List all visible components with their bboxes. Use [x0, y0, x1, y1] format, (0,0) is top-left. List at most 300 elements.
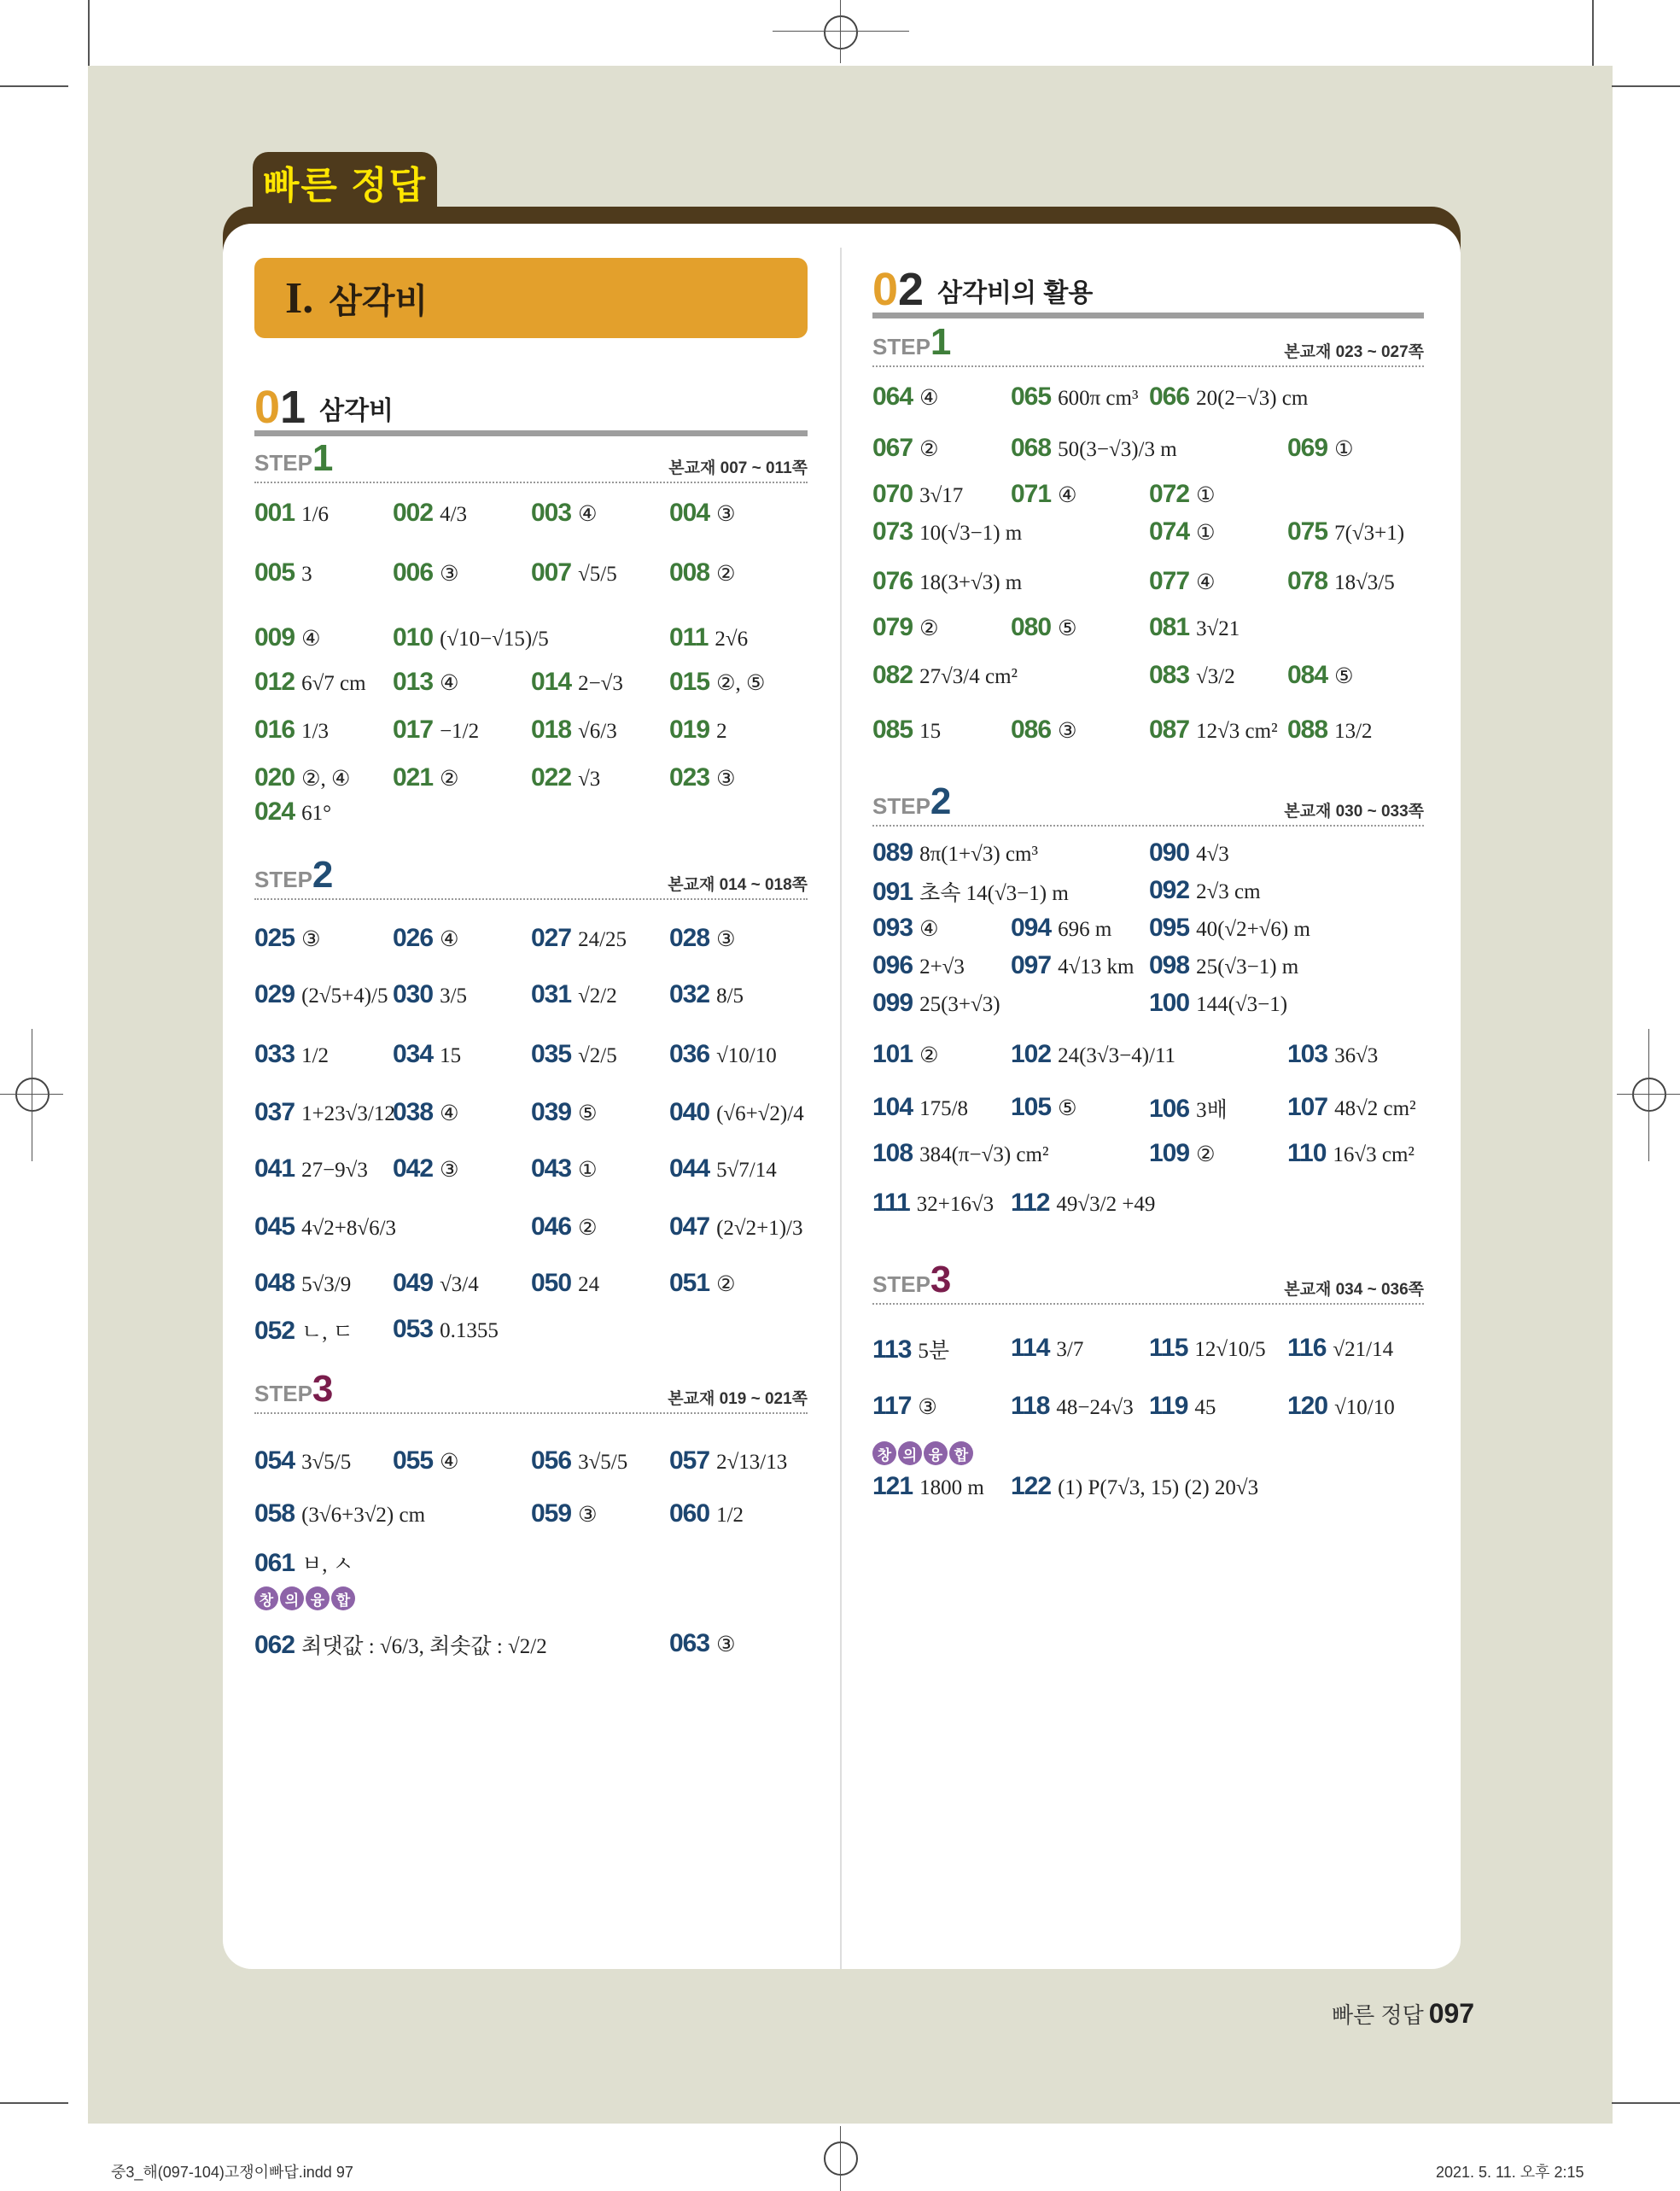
answer-number: 051: [669, 1269, 710, 1297]
answer-item: [872, 1472, 984, 1501]
answer-value: 4√3: [1196, 843, 1229, 866]
answer-item: [531, 499, 597, 528]
answer-item: [1149, 383, 1308, 412]
answer-item: [872, 1334, 949, 1364]
crop-mark: [840, 0, 841, 63]
answer-value: 4/3: [440, 503, 468, 526]
answer-value: ②, ⑤: [716, 672, 766, 695]
answer-value: ③: [578, 1504, 598, 1527]
answer-value: ①: [1334, 438, 1354, 461]
answer-value: 3배: [1196, 1099, 1228, 1122]
answer-item: [531, 1269, 599, 1298]
answer-value: 초속 14(√3−1) m: [919, 882, 1069, 905]
answer-value: 2: [716, 720, 727, 743]
header-tab: 빠른 정답: [253, 152, 437, 212]
answer-item: [254, 798, 331, 827]
print-slug-left: 중3_해(097-104)고쟁이빠답.indd 97: [111, 2164, 353, 2181]
answer-item: [1287, 1334, 1393, 1363]
answer-value: −1/2: [440, 720, 480, 743]
answer-item: [669, 1446, 787, 1475]
answer-number: 064: [872, 383, 913, 411]
answer-value: 5√7/14: [716, 1159, 777, 1182]
answer-item: [531, 716, 617, 745]
answer-number: 041: [254, 1154, 295, 1183]
answer-value: ④: [440, 672, 459, 695]
answer-number: 089: [872, 838, 913, 867]
answer-item: [1149, 567, 1215, 596]
answer-item: [393, 558, 458, 587]
answer-number: 071: [1011, 480, 1052, 508]
answer-value: 3√5/5: [301, 1451, 352, 1474]
answer-value: 2√3 cm: [1196, 880, 1261, 903]
answer-item: [254, 558, 312, 587]
answer-number: 102: [1011, 1040, 1052, 1068]
chapter-title: 삼각비: [329, 282, 429, 320]
chapter-banner: [254, 258, 808, 338]
answer-value: ②: [919, 1044, 939, 1067]
answer-number: 090: [1149, 838, 1190, 867]
answer-number: 010: [393, 623, 434, 651]
answer-number: 052: [254, 1317, 295, 1345]
answer-item: [254, 1212, 396, 1242]
answer-number: 099: [872, 989, 913, 1017]
answer-item: [531, 1446, 627, 1475]
answer-value: ④: [1058, 484, 1077, 507]
answer-value: ①: [1196, 522, 1216, 545]
answer-number: 020: [254, 763, 295, 792]
answer-number: 019: [669, 716, 710, 744]
answer-number: 024: [254, 798, 295, 826]
answer-item: [872, 661, 1018, 690]
answer-number: 115: [1149, 1334, 1188, 1362]
answer-number: 075: [1287, 517, 1328, 546]
answer-item: [393, 924, 458, 953]
answer-item: [1011, 1093, 1076, 1122]
answer-number: 035: [531, 1040, 572, 1068]
answer-number: 076: [872, 567, 913, 595]
answer-item: [531, 1040, 617, 1069]
answer-item: [669, 763, 735, 792]
answer-number: 079: [872, 613, 913, 641]
answer-number: 061: [254, 1549, 295, 1577]
answer-item: [872, 1189, 994, 1218]
answer-value: 24/25: [578, 928, 627, 951]
answer-value: 18√3/5: [1334, 571, 1395, 594]
answer-value: 45: [1194, 1396, 1216, 1419]
answer-number: 023: [669, 763, 710, 792]
answer-value: ⑤: [1058, 617, 1077, 640]
answer-item: [254, 1154, 368, 1183]
answer-number: 046: [531, 1212, 572, 1241]
answer-number: 007: [531, 558, 572, 587]
answer-item: [1287, 1139, 1415, 1168]
answer-item: [393, 1446, 458, 1475]
answer-item: [1287, 716, 1373, 745]
section-title: 삼각비: [319, 397, 394, 425]
answer-item: [872, 716, 941, 745]
answer-number: 077: [1149, 567, 1190, 595]
step-number: 3: [930, 1259, 952, 1300]
answer-number: 066: [1149, 383, 1190, 411]
answer-value: 8π(1+√3) cm³: [919, 843, 1038, 866]
answer-item: [393, 668, 458, 697]
answer-item: [872, 1040, 938, 1069]
answer-item: [254, 1098, 395, 1127]
crop-mark: [1592, 0, 1594, 66]
answer-number: 097: [1011, 951, 1052, 979]
answer-value: 18(3+√3) m: [919, 571, 1023, 594]
answer-number: 101: [872, 1040, 913, 1068]
answer-item: [1287, 567, 1395, 596]
answer-number: 082: [872, 661, 913, 689]
answer-number: 038: [393, 1098, 434, 1126]
answer-number: 080: [1011, 613, 1052, 641]
answer-number: 004: [669, 499, 710, 527]
answer-value: (2√2+1)/3: [716, 1217, 803, 1240]
answer-value: ㅂ, ㅅ: [301, 1553, 353, 1576]
answer-value: ③: [301, 928, 321, 951]
crop-mark: [1648, 1029, 1649, 1161]
answer-item: [1149, 480, 1215, 509]
answer-value: 15: [919, 720, 942, 743]
answer-item: [872, 567, 1022, 596]
section-number-lead: 0: [872, 264, 899, 315]
answer-value: 175/8: [919, 1097, 969, 1120]
answer-item: [872, 876, 1069, 907]
answer-number: 003: [531, 499, 572, 527]
answer-value: 2√6: [715, 628, 749, 651]
answer-number: 074: [1149, 517, 1190, 546]
answer-value: ③: [716, 1633, 736, 1656]
print-slug-right: 2021. 5. 11. 오후 2:15: [1436, 2164, 1584, 2181]
answer-value: 0.1355: [440, 1319, 499, 1342]
answer-item: [669, 1098, 804, 1127]
answer-number: 057: [669, 1446, 710, 1475]
answer-number: 034: [393, 1040, 434, 1068]
answer-item: [254, 1499, 425, 1528]
answer-number: 018: [531, 716, 572, 744]
answer-number: 122: [1011, 1472, 1052, 1500]
step-label: STEP: [872, 1271, 930, 1297]
answer-value: (√6+√2)/4: [716, 1102, 804, 1125]
answer-value: ②: [1196, 1143, 1216, 1166]
answer-number: 092: [1149, 876, 1190, 904]
answer-number: 009: [254, 623, 295, 651]
answer-item: [254, 1446, 351, 1475]
answer-value: 20(2−√3) cm: [1196, 387, 1309, 410]
answer-value: 3√5/5: [578, 1451, 628, 1474]
answer-value: 61°: [301, 802, 332, 825]
answer-value: 3/7: [1056, 1338, 1084, 1361]
crop-mark: [773, 31, 909, 32]
answer-value: 1800 m: [919, 1476, 984, 1499]
answer-value: ③: [716, 928, 736, 951]
answer-number: 045: [254, 1212, 295, 1241]
answer-value: √21/14: [1333, 1338, 1394, 1361]
answer-value: 24: [578, 1273, 600, 1296]
answer-item: [254, 924, 320, 953]
answer-item: [872, 951, 965, 980]
answer-value: 4√13 km: [1058, 955, 1135, 979]
answer-value: √2/2: [578, 984, 617, 1008]
answer-value: ②: [578, 1217, 598, 1240]
answer-number: 015: [669, 668, 710, 696]
answer-number: 104: [872, 1093, 913, 1121]
crop-mark: [0, 2102, 68, 2104]
answer-value: 36√3: [1334, 1044, 1379, 1067]
answer-item: [1149, 1392, 1216, 1421]
answer-item: [1149, 876, 1261, 905]
answer-item: [669, 668, 765, 697]
answer-item: [669, 980, 744, 1009]
answer-value: 2+√3: [919, 955, 965, 979]
answer-item: [1011, 1472, 1258, 1501]
answer-item: [669, 716, 727, 745]
crop-mark: [1612, 2102, 1680, 2104]
answer-value: 144(√3−1): [1196, 993, 1288, 1016]
answer-value: ④: [1196, 571, 1216, 594]
badge-char: 의: [898, 1441, 922, 1465]
answer-value: 24(3√3−4)/11: [1058, 1044, 1176, 1067]
step-number: 2: [312, 854, 334, 896]
crop-mark: [840, 2126, 841, 2191]
answer-value: 40(√2+√6) m: [1196, 918, 1310, 941]
answer-value: 3/5: [440, 984, 468, 1008]
answer-item: [669, 499, 735, 528]
answer-item: [254, 716, 329, 745]
answer-number: 017: [393, 716, 434, 744]
answer-number: 072: [1149, 480, 1190, 508]
answer-number: 031: [531, 980, 572, 1008]
answer-number: 086: [1011, 716, 1052, 744]
answer-item: [872, 1139, 1048, 1168]
answer-number: 050: [531, 1269, 572, 1297]
answer-number: 084: [1287, 661, 1328, 689]
answer-value: 5√3/9: [301, 1273, 352, 1296]
answer-value: ⑤: [578, 1102, 598, 1125]
answer-value: ②: [716, 1273, 736, 1296]
answer-number: 083: [1149, 661, 1190, 689]
answer-value: 50(3−√3)/3 m: [1058, 438, 1177, 461]
answer-item: [872, 989, 1000, 1018]
answer-item: [1287, 661, 1353, 690]
footer-label: 빠른 정답: [1332, 2002, 1424, 2028]
answer-value: ③: [440, 1159, 459, 1182]
answer-number: 110: [1287, 1139, 1327, 1167]
answer-item: [1149, 517, 1215, 546]
answer-item: [1149, 1093, 1228, 1124]
answer-number: 011: [669, 623, 709, 651]
answer-value: 696 m: [1058, 918, 1112, 941]
answer-value: ②: [440, 768, 459, 791]
answer-number: 048: [254, 1269, 295, 1297]
answer-number: 043: [531, 1154, 572, 1183]
answer-number: 028: [669, 924, 710, 952]
answer-item: [531, 1098, 597, 1127]
answer-number: 063: [669, 1629, 710, 1657]
answer-item: [669, 1212, 802, 1242]
answer-number: 081: [1149, 613, 1190, 641]
answer-item: [1011, 434, 1177, 463]
answer-value: 6√7 cm: [301, 672, 366, 695]
answer-item: [1011, 1040, 1175, 1069]
answer-item: [393, 1315, 499, 1344]
answer-number: 098: [1149, 951, 1190, 979]
answer-number: 068: [1011, 434, 1052, 462]
step-reference: 본교재 023 ~ 027쪽: [1284, 343, 1424, 361]
answer-value: 8/5: [716, 984, 744, 1008]
answer-item: [393, 623, 549, 652]
answer-number: 094: [1011, 914, 1052, 942]
answer-number: 114: [1011, 1334, 1050, 1362]
answer-number: 121: [872, 1472, 913, 1500]
answer-value: 25(√3−1) m: [1196, 955, 1299, 979]
answer-number: 021: [393, 763, 434, 792]
answer-number: 106: [1149, 1095, 1190, 1123]
badge-char: 융: [306, 1586, 330, 1610]
answer-number: 054: [254, 1446, 295, 1475]
step-reference: 본교재 014 ~ 018쪽: [668, 876, 808, 894]
answer-value: 13/2: [1334, 720, 1373, 743]
badge-char: 창: [872, 1441, 896, 1465]
answer-number: 103: [1287, 1040, 1328, 1068]
answer-value: 16√3 cm²: [1333, 1143, 1415, 1166]
answer-value: 384(π−√3) cm²: [919, 1143, 1049, 1166]
answer-item: [872, 383, 938, 412]
answer-number: 016: [254, 716, 295, 744]
section-number-lead: 0: [254, 382, 281, 433]
answer-number: 095: [1149, 914, 1190, 942]
answer-value: (√10−√15)/5: [440, 628, 549, 651]
answer-value: 12√10/5: [1194, 1338, 1266, 1361]
step-label: STEP: [872, 793, 930, 819]
answer-item: [531, 1154, 597, 1183]
answer-number: 039: [531, 1098, 572, 1126]
answer-number: 119: [1149, 1392, 1188, 1420]
step-label: STEP: [254, 1381, 312, 1406]
answer-number: 108: [872, 1139, 913, 1167]
section-number: 1: [280, 382, 306, 433]
answer-number: 029: [254, 980, 295, 1008]
page-number: 097: [1428, 1998, 1475, 2029]
answer-item: [1149, 951, 1298, 980]
section-heading-1: [254, 376, 808, 436]
answer-number: 030: [393, 980, 434, 1008]
answer-item: [669, 1154, 777, 1183]
answer-value: 3√17: [919, 484, 964, 507]
column-divider: [840, 248, 842, 1969]
answer-value: ①: [1196, 484, 1216, 507]
answer-number: 025: [254, 924, 295, 952]
answer-item: [393, 716, 479, 745]
answer-number: 060: [669, 1499, 710, 1528]
answer-value: 1/3: [301, 720, 330, 743]
answer-item: [1011, 1392, 1134, 1421]
answer-value: 1/6: [301, 503, 330, 526]
answer-number: 113: [872, 1335, 912, 1364]
answer-number: 047: [669, 1212, 710, 1241]
registration-mark-icon: [824, 2141, 858, 2176]
step-number: 1: [930, 321, 952, 363]
answer-number: 012: [254, 668, 295, 696]
answer-item: [669, 623, 748, 652]
answer-value: 7(√3+1): [1334, 522, 1405, 545]
answer-value: 최댓값 : √6/3, 최솟값 : √2/2: [301, 1635, 547, 1658]
answer-value: 2−√3: [578, 672, 623, 695]
answer-value: ②, ④: [301, 768, 351, 791]
answer-item: [531, 763, 600, 792]
answer-item: [1149, 914, 1310, 943]
answer-number: 014: [531, 668, 572, 696]
answer-item: [254, 1547, 353, 1578]
step-header: [254, 1368, 808, 1414]
registration-mark-icon: [824, 15, 858, 50]
content-panel: [223, 224, 1461, 1969]
chapter-number: I.: [285, 273, 314, 323]
answer-item: [872, 517, 1022, 546]
answer-item: [1149, 1139, 1215, 1168]
step-header: [254, 854, 808, 900]
answer-value: (3√6+3√2) cm: [301, 1504, 426, 1527]
answer-item: [531, 980, 617, 1009]
answer-value: √10/10: [1334, 1396, 1395, 1419]
answer-number: 112: [1011, 1189, 1050, 1217]
answer-number: 042: [393, 1154, 434, 1183]
answer-value: 27−9√3: [301, 1159, 368, 1182]
answer-item: [393, 499, 467, 528]
answer-number: 032: [669, 980, 710, 1008]
answer-value: 48√2 cm²: [1334, 1097, 1416, 1120]
answer-number: 005: [254, 558, 295, 587]
page-footer: [1332, 1998, 1474, 2030]
answer-item: [872, 914, 938, 943]
answer-number: 107: [1287, 1093, 1328, 1121]
answer-value: 1+23√3/12: [301, 1102, 395, 1125]
answer-item: [1287, 1392, 1395, 1421]
answer-number: 067: [872, 434, 913, 462]
answer-number: 022: [531, 763, 572, 792]
answer-number: 073: [872, 517, 913, 546]
answer-number: 059: [531, 1499, 572, 1528]
answer-value: ①: [578, 1159, 598, 1182]
answer-item: [669, 924, 735, 953]
answer-number: 049: [393, 1269, 434, 1297]
answer-number: 013: [393, 668, 434, 696]
answer-value: √3/4: [440, 1273, 479, 1296]
answer-item: [254, 1629, 547, 1660]
answer-number: 065: [1011, 383, 1052, 411]
answer-value: 32+16√3: [916, 1193, 995, 1216]
answer-value: √3/2: [1196, 665, 1235, 688]
answer-number: 116: [1287, 1334, 1327, 1362]
answer-number: 070: [872, 480, 913, 508]
answer-value: ④: [578, 503, 598, 526]
answer-number: 040: [669, 1098, 710, 1126]
answer-value: √10/10: [716, 1044, 777, 1067]
answer-item: [872, 434, 938, 463]
answer-item: [1149, 838, 1229, 868]
answer-value: 1/2: [301, 1044, 330, 1067]
answer-item: [872, 480, 963, 509]
section-heading-2: [872, 258, 1424, 318]
answer-value: 2√13/13: [716, 1451, 788, 1474]
answer-item: [531, 668, 623, 697]
answer-value: 49√3/2 +49: [1056, 1193, 1156, 1216]
answer-item: [1011, 613, 1076, 642]
step-number: 3: [312, 1368, 334, 1410]
answer-item: [254, 1315, 353, 1346]
creative-badge: [872, 1441, 973, 1465]
